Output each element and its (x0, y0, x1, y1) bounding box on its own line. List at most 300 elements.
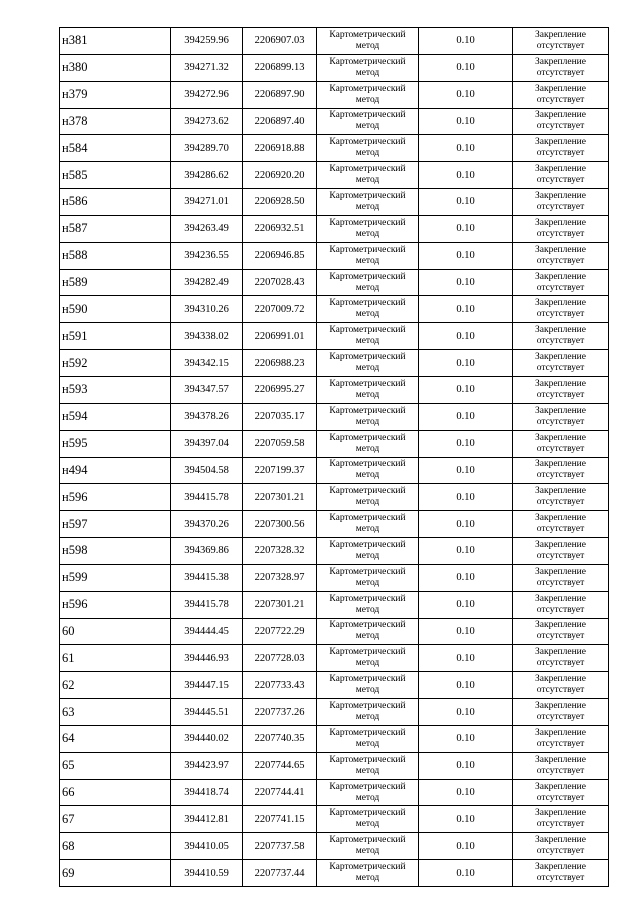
accuracy-cell: 0.10 (419, 564, 513, 591)
y-coordinate-cell: 2206899.13 (243, 54, 317, 81)
x-coordinate-cell: 394504.58 (171, 457, 243, 484)
fixing-line-2: отсутствует (536, 470, 585, 481)
table-row (60, 484, 609, 511)
accuracy-cell: 0.10 (419, 403, 513, 430)
fixing-line-2: отсутствует (536, 94, 585, 105)
method-line-1: Картометрический (329, 674, 406, 685)
y-coordinate-cell: 2207059.58 (243, 430, 317, 457)
fixing-line-1: Закрепление (535, 727, 586, 738)
method-line-2: метод (355, 201, 380, 212)
table-row (60, 806, 609, 833)
table-row (60, 323, 609, 350)
fixing-cell (513, 511, 609, 538)
fixing-line-1: Закрепление (535, 781, 586, 792)
method-line-1: Картометрический (329, 190, 406, 201)
fixing-line-2: отсутствует (536, 443, 585, 454)
fixing-line-2: отсутствует (536, 685, 585, 696)
point-id-cell: н596 (60, 591, 171, 618)
accuracy-cell: 0.10 (419, 833, 513, 860)
point-id-cell: н585 (60, 162, 171, 189)
y-coordinate-cell: 2207722.29 (243, 618, 317, 645)
fixing-line-2: отсутствует (536, 175, 585, 186)
method-line-1: Картометрический (329, 432, 406, 443)
accuracy-cell: 0.10 (419, 296, 513, 323)
x-coordinate-cell: 394289.70 (171, 135, 243, 162)
x-coordinate-cell: 394282.49 (171, 269, 243, 296)
accuracy-cell: 0.10 (419, 725, 513, 752)
fixing-cell (513, 162, 609, 189)
method-line-2: метод (355, 470, 380, 481)
point-id-cell: 61 (60, 645, 171, 672)
point-id-cell: 68 (60, 833, 171, 860)
table-row (60, 430, 609, 457)
method-line-1: Картометрический (329, 271, 406, 282)
fixing-line-2: отсутствует (536, 577, 585, 588)
table-row (60, 833, 609, 860)
fixing-cell (513, 672, 609, 699)
method-line-2: метод (355, 67, 380, 78)
method-line-1: Картометрический (329, 620, 406, 631)
fixing-line-1: Закрепление (535, 754, 586, 765)
x-coordinate-cell: 394347.57 (171, 376, 243, 403)
y-coordinate-cell: 2206897.90 (243, 81, 317, 108)
fixing-line-2: отсутствует (536, 363, 585, 374)
point-id-cell: н598 (60, 538, 171, 565)
table-row (60, 672, 609, 699)
table-row (60, 28, 609, 55)
point-id-cell: н588 (60, 242, 171, 269)
method-line-1: Картометрический (329, 808, 406, 819)
method-line-1: Картометрический (329, 593, 406, 604)
fixing-line-2: отсутствует (536, 228, 585, 239)
x-coordinate-cell: 394370.26 (171, 511, 243, 538)
method-line-2: метод (355, 121, 380, 132)
fixing-line-2: отсутствует (536, 631, 585, 642)
method-line-2: метод (355, 175, 380, 186)
fixing-line-2: отсутствует (536, 497, 585, 508)
x-coordinate-cell: 394415.78 (171, 484, 243, 511)
fixing-cell (513, 538, 609, 565)
point-id-cell: 65 (60, 752, 171, 779)
method-cell (317, 54, 419, 81)
method-line-2: метод (355, 524, 380, 535)
y-coordinate-cell: 2207744.41 (243, 779, 317, 806)
fixing-line-1: Закрепление (535, 513, 586, 524)
table-row (60, 54, 609, 81)
y-coordinate-cell: 2207744.65 (243, 752, 317, 779)
method-line-2: метод (355, 443, 380, 454)
fixing-line-1: Закрепление (535, 701, 586, 712)
method-line-1: Картометрический (329, 56, 406, 67)
fixing-line-1: Закрепление (535, 432, 586, 443)
method-cell (317, 376, 419, 403)
method-line-1: Картометрический (329, 378, 406, 389)
method-line-1: Картометрический (329, 862, 406, 873)
fixing-line-2: отсутствует (536, 846, 585, 857)
y-coordinate-cell: 2206920.20 (243, 162, 317, 189)
method-line-1: Картометрический (329, 701, 406, 712)
fixing-line-1: Закрепление (535, 808, 586, 819)
method-line-2: метод (355, 363, 380, 374)
accuracy-cell: 0.10 (419, 752, 513, 779)
x-coordinate-cell: 394410.59 (171, 860, 243, 887)
method-cell (317, 189, 419, 216)
method-line-1: Картометрический (329, 566, 406, 577)
fixing-cell (513, 699, 609, 726)
method-cell (317, 645, 419, 672)
fixing-line-1: Закрепление (535, 244, 586, 255)
x-coordinate-cell: 394446.93 (171, 645, 243, 672)
method-cell (317, 860, 419, 887)
fixing-cell (513, 376, 609, 403)
accuracy-cell: 0.10 (419, 108, 513, 135)
accuracy-cell: 0.10 (419, 511, 513, 538)
method-cell (317, 457, 419, 484)
fixing-cell (513, 28, 609, 55)
method-cell (317, 296, 419, 323)
accuracy-cell: 0.10 (419, 457, 513, 484)
accuracy-cell: 0.10 (419, 269, 513, 296)
method-cell (317, 752, 419, 779)
method-line-1: Картометрический (329, 754, 406, 765)
table-row (60, 699, 609, 726)
method-line-1: Картометрический (329, 244, 406, 255)
method-line-2: метод (355, 604, 380, 615)
point-id-cell: н594 (60, 403, 171, 430)
method-cell (317, 28, 419, 55)
fixing-line-2: отсутствует (536, 819, 585, 830)
x-coordinate-cell: 394397.04 (171, 430, 243, 457)
method-line-1: Картометрический (329, 217, 406, 228)
method-line-2: метод (355, 40, 380, 51)
method-cell (317, 269, 419, 296)
point-id-cell: 62 (60, 672, 171, 699)
method-line-1: Картометрический (329, 405, 406, 416)
table-row (60, 511, 609, 538)
accuracy-cell: 0.10 (419, 779, 513, 806)
method-line-2: метод (355, 497, 380, 508)
fixing-line-1: Закрепление (535, 862, 586, 873)
fixing-cell (513, 108, 609, 135)
y-coordinate-cell: 2206918.88 (243, 135, 317, 162)
accuracy-cell: 0.10 (419, 28, 513, 55)
method-line-1: Картометрический (329, 539, 406, 550)
fixing-line-2: отсутствует (536, 658, 585, 669)
fixing-line-1: Закрепление (535, 56, 586, 67)
fixing-cell (513, 296, 609, 323)
point-id-cell: н380 (60, 54, 171, 81)
x-coordinate-cell: 394286.62 (171, 162, 243, 189)
method-line-2: метод (355, 765, 380, 776)
x-coordinate-cell: 394415.38 (171, 564, 243, 591)
point-id-cell: н597 (60, 511, 171, 538)
table-row (60, 779, 609, 806)
method-line-2: метод (355, 309, 380, 320)
fixing-line-1: Закрепление (535, 835, 586, 846)
y-coordinate-cell: 2207301.21 (243, 484, 317, 511)
fixing-cell (513, 135, 609, 162)
fixing-line-1: Закрепление (535, 566, 586, 577)
method-cell (317, 672, 419, 699)
fixing-line-1: Закрепление (535, 190, 586, 201)
x-coordinate-cell: 394418.74 (171, 779, 243, 806)
method-line-1: Картометрический (329, 727, 406, 738)
method-line-2: метод (355, 712, 380, 723)
x-coordinate-cell: 394412.81 (171, 806, 243, 833)
point-id-cell: 63 (60, 699, 171, 726)
method-cell (317, 725, 419, 752)
method-line-2: метод (355, 631, 380, 642)
y-coordinate-cell: 2207737.26 (243, 699, 317, 726)
y-coordinate-cell: 2207028.43 (243, 269, 317, 296)
table-row (60, 376, 609, 403)
method-line-2: метод (355, 550, 380, 561)
x-coordinate-cell: 394263.49 (171, 215, 243, 242)
y-coordinate-cell: 2207328.32 (243, 538, 317, 565)
method-line-2: метод (355, 685, 380, 696)
point-id-cell: 69 (60, 860, 171, 887)
method-cell (317, 779, 419, 806)
accuracy-cell: 0.10 (419, 162, 513, 189)
method-line-1: Картометрический (329, 352, 406, 363)
point-id-cell: н589 (60, 269, 171, 296)
fixing-line-2: отсутствует (536, 524, 585, 535)
point-id-cell: н599 (60, 564, 171, 591)
fixing-line-2: отсутствует (536, 389, 585, 400)
fixing-cell (513, 350, 609, 377)
table-row (60, 215, 609, 242)
y-coordinate-cell: 2207300.56 (243, 511, 317, 538)
accuracy-cell: 0.10 (419, 645, 513, 672)
method-cell (317, 699, 419, 726)
y-coordinate-cell: 2207199.37 (243, 457, 317, 484)
method-line-1: Картометрический (329, 110, 406, 121)
method-line-2: метод (355, 148, 380, 159)
y-coordinate-cell: 2207009.72 (243, 296, 317, 323)
fixing-cell (513, 725, 609, 752)
fixing-line-1: Закрепление (535, 459, 586, 470)
fixing-line-2: отсутствует (536, 148, 585, 159)
point-id-cell: н584 (60, 135, 171, 162)
point-id-cell: н587 (60, 215, 171, 242)
accuracy-cell: 0.10 (419, 538, 513, 565)
point-id-cell: н595 (60, 430, 171, 457)
x-coordinate-cell: 394423.97 (171, 752, 243, 779)
method-line-2: метод (355, 282, 380, 293)
fixing-line-2: отсутствует (536, 550, 585, 561)
fixing-cell (513, 81, 609, 108)
fixing-line-2: отсутствует (536, 792, 585, 803)
method-line-1: Картометрический (329, 325, 406, 336)
y-coordinate-cell: 2207035.17 (243, 403, 317, 430)
x-coordinate-cell: 394259.96 (171, 28, 243, 55)
point-id-cell: н591 (60, 323, 171, 350)
fixing-cell (513, 242, 609, 269)
point-id-cell: 67 (60, 806, 171, 833)
method-line-2: метод (355, 658, 380, 669)
x-coordinate-cell: 394338.02 (171, 323, 243, 350)
y-coordinate-cell: 2206897.40 (243, 108, 317, 135)
y-coordinate-cell: 2207741.15 (243, 806, 317, 833)
method-line-1: Картометрический (329, 513, 406, 524)
x-coordinate-cell: 394444.45 (171, 618, 243, 645)
fixing-line-1: Закрепление (535, 647, 586, 658)
fixing-cell (513, 779, 609, 806)
method-line-1: Картометрический (329, 835, 406, 846)
fixing-cell (513, 430, 609, 457)
x-coordinate-cell: 394342.15 (171, 350, 243, 377)
fixing-line-2: отсутствует (536, 336, 585, 347)
fixing-line-1: Закрепление (535, 110, 586, 121)
point-id-cell: 66 (60, 779, 171, 806)
fixing-line-2: отсутствует (536, 873, 585, 884)
method-line-2: метод (355, 389, 380, 400)
method-cell (317, 350, 419, 377)
fixing-cell (513, 457, 609, 484)
accuracy-cell: 0.10 (419, 591, 513, 618)
fixing-cell (513, 806, 609, 833)
fixing-cell (513, 860, 609, 887)
fixing-cell (513, 323, 609, 350)
fixing-cell (513, 591, 609, 618)
y-coordinate-cell: 2207733.43 (243, 672, 317, 699)
fixing-line-1: Закрепление (535, 83, 586, 94)
table-row (60, 645, 609, 672)
method-line-2: метод (355, 416, 380, 427)
y-coordinate-cell: 2207737.44 (243, 860, 317, 887)
x-coordinate-cell: 394447.15 (171, 672, 243, 699)
x-coordinate-cell: 394415.78 (171, 591, 243, 618)
method-line-2: метод (355, 819, 380, 830)
accuracy-cell: 0.10 (419, 806, 513, 833)
fixing-line-2: отсутствует (536, 121, 585, 132)
method-cell (317, 430, 419, 457)
table-row (60, 269, 609, 296)
x-coordinate-cell: 394445.51 (171, 699, 243, 726)
method-cell (317, 323, 419, 350)
y-coordinate-cell: 2206995.27 (243, 376, 317, 403)
fixing-line-1: Закрепление (535, 325, 586, 336)
fixing-cell (513, 618, 609, 645)
fixing-line-1: Закрепление (535, 137, 586, 148)
fixing-line-1: Закрепление (535, 539, 586, 550)
fixing-line-1: Закрепление (535, 405, 586, 416)
x-coordinate-cell: 394410.05 (171, 833, 243, 860)
y-coordinate-cell: 2207737.58 (243, 833, 317, 860)
method-line-1: Картометрический (329, 459, 406, 470)
method-line-1: Картометрический (329, 781, 406, 792)
accuracy-cell: 0.10 (419, 672, 513, 699)
point-id-cell: н596 (60, 484, 171, 511)
fixing-cell (513, 564, 609, 591)
fixing-line-2: отсутствует (536, 40, 585, 51)
method-cell (317, 511, 419, 538)
method-cell (317, 591, 419, 618)
y-coordinate-cell: 2206928.50 (243, 189, 317, 216)
method-line-2: метод (355, 94, 380, 105)
fixing-line-2: отсутствует (536, 309, 585, 320)
point-id-cell: н381 (60, 28, 171, 55)
x-coordinate-cell: 394272.96 (171, 81, 243, 108)
fixing-cell (513, 269, 609, 296)
accuracy-cell: 0.10 (419, 430, 513, 457)
x-coordinate-cell: 394310.26 (171, 296, 243, 323)
x-coordinate-cell: 394440.02 (171, 725, 243, 752)
method-line-1: Картометрический (329, 647, 406, 658)
method-line-2: метод (355, 792, 380, 803)
y-coordinate-cell: 2206932.51 (243, 215, 317, 242)
fixing-cell (513, 645, 609, 672)
method-line-1: Картометрический (329, 298, 406, 309)
method-line-2: метод (355, 228, 380, 239)
point-id-cell: н494 (60, 457, 171, 484)
fixing-line-1: Закрепление (535, 352, 586, 363)
table-row (60, 725, 609, 752)
accuracy-cell: 0.10 (419, 350, 513, 377)
method-line-1: Картометрический (329, 29, 406, 40)
method-cell (317, 108, 419, 135)
table-row (60, 242, 609, 269)
fixing-cell (513, 189, 609, 216)
method-line-2: метод (355, 738, 380, 749)
fixing-line-2: отсутствует (536, 282, 585, 293)
table-row (60, 135, 609, 162)
fixing-line-2: отсутствует (536, 712, 585, 723)
table-row (60, 296, 609, 323)
accuracy-cell: 0.10 (419, 135, 513, 162)
x-coordinate-cell: 394273.62 (171, 108, 243, 135)
method-line-1: Картометрический (329, 164, 406, 175)
accuracy-cell: 0.10 (419, 215, 513, 242)
fixing-line-1: Закрепление (535, 298, 586, 309)
fixing-cell (513, 484, 609, 511)
fixing-line-1: Закрепление (535, 620, 586, 631)
x-coordinate-cell: 394271.32 (171, 54, 243, 81)
accuracy-cell: 0.10 (419, 484, 513, 511)
method-line-2: метод (355, 577, 380, 588)
method-cell (317, 618, 419, 645)
table-row (60, 162, 609, 189)
method-cell (317, 833, 419, 860)
fixing-line-2: отсутствует (536, 67, 585, 78)
coordinates-table (59, 27, 609, 887)
point-id-cell: н592 (60, 350, 171, 377)
method-cell (317, 81, 419, 108)
table-row (60, 538, 609, 565)
accuracy-cell: 0.10 (419, 81, 513, 108)
fixing-line-2: отсутствует (536, 416, 585, 427)
accuracy-cell: 0.10 (419, 618, 513, 645)
fixing-line-2: отсутствует (536, 765, 585, 776)
point-id-cell: 60 (60, 618, 171, 645)
table-row (60, 350, 609, 377)
table-row (60, 108, 609, 135)
point-id-cell: н586 (60, 189, 171, 216)
fixing-cell (513, 54, 609, 81)
x-coordinate-cell: 394378.26 (171, 403, 243, 430)
accuracy-cell: 0.10 (419, 54, 513, 81)
fixing-line-1: Закрепление (535, 593, 586, 604)
fixing-cell (513, 833, 609, 860)
y-coordinate-cell: 2207740.35 (243, 725, 317, 752)
y-coordinate-cell: 2206946.85 (243, 242, 317, 269)
y-coordinate-cell: 2206988.23 (243, 350, 317, 377)
accuracy-cell: 0.10 (419, 860, 513, 887)
point-id-cell: н378 (60, 108, 171, 135)
table-row (60, 457, 609, 484)
accuracy-cell: 0.10 (419, 242, 513, 269)
fixing-line-2: отсутствует (536, 255, 585, 266)
